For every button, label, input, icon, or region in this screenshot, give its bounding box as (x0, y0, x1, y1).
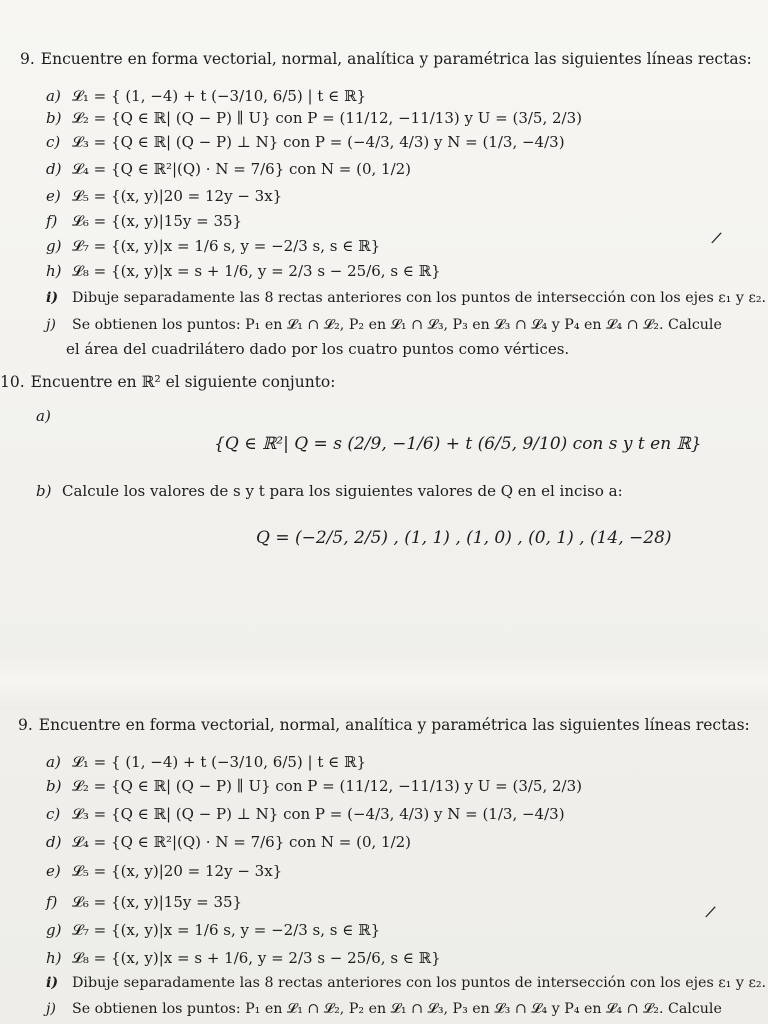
item-label: j) (46, 1001, 56, 1017)
item-text: 𝓛₅ = {(x, y)|20 = 12y − 3x} (72, 187, 283, 205)
item-label: i) (46, 290, 59, 306)
list-item (46, 237, 380, 255)
list-item (46, 833, 411, 851)
item-label: f) (46, 893, 58, 911)
problem-intro: Encuentre en forma vectorial, normal, analítica y paramétrica las siguientes líneas rectas: (38, 716, 750, 734)
item-text: 𝓛₂ = {Q ∈ ℝ| (Q − P) ∥ U} con P = (11/12, −11/13) y U = (3/5, 2/3) (72, 109, 583, 127)
item-text: Calcule los valores de s y t para los siguientes valores de Q en el inciso a: (62, 482, 623, 500)
list-item (46, 289, 766, 307)
list-item (46, 187, 282, 205)
item-label: b) (46, 777, 62, 795)
problem-number: 10. (0, 373, 25, 391)
item-label: a) (36, 407, 51, 425)
item-text: 𝓛₁ = { (1, −4) + t (−3/10, 6/5) | t ∈ ℝ} (72, 753, 367, 771)
problem-9-heading (20, 50, 752, 68)
item-text: 𝓛₄ = {Q ∈ ℝ²|(Q) · N = 7/6} con N = (0, 1/2) (72, 833, 412, 851)
item-label: c) (46, 133, 61, 151)
problem-intro: Encuentre en ℝ² el siguiente conjunto: (30, 373, 336, 391)
item-label: i) (46, 975, 59, 991)
set-definition: {Q ∈ ℝ²| Q = s (2/9, −1/6) + t (6/5, 9/10) con s y t en ℝ} (214, 434, 702, 454)
problem-10-part-a (36, 407, 62, 425)
list-item (46, 109, 582, 127)
item-text: Se obtienen los puntos: P₁ en 𝓛₁ ∩ 𝓛₂, P₂ en 𝓛₁ ∩ 𝓛₃, P₃ en 𝓛₃ ∩ 𝓛₄ y P₄ en 𝓛₄ ∩ 𝓛₂. Calcule (72, 317, 722, 333)
item-text: Dibuje separadamente las 8 rectas anteriores con los puntos de intersección con los ejes ε₁ y ε₂. (72, 290, 767, 306)
item-label: b) (46, 109, 62, 127)
item-label: g) (46, 921, 62, 939)
item-text: 𝓛₁ = { (1, −4) + t (−3/10, 6/5) | t ∈ ℝ} (72, 87, 367, 105)
list-item (46, 316, 722, 334)
item-label: g) (46, 237, 62, 255)
item-text: 𝓛₂ = {Q ∈ ℝ| (Q − P) ∥ U} con P = (11/12, −11/13) y U = (3/5, 2/3) (72, 777, 583, 795)
problem-intro: Encuentre en forma vectorial, normal, analítica y paramétrica las siguientes líneas rectas: (40, 50, 752, 68)
problem-9-heading-repeat (18, 716, 750, 734)
item-label: e) (46, 862, 61, 880)
list-item (46, 893, 242, 911)
item-label: f) (46, 212, 58, 230)
item-label: a) (46, 753, 61, 771)
list-item (46, 862, 282, 880)
list-item (46, 753, 366, 771)
points-list: Q = (−2/5, 2/5) , (1, 1) , (1, 0) , (0, 1) , (14, −28) (256, 528, 672, 548)
list-item (46, 805, 565, 823)
item-text: 𝓛₄ = {Q ∈ ℝ²|(Q) · N = 7/6} con N = (0, 1/2) (72, 160, 412, 178)
item-label: e) (46, 187, 61, 205)
item-label: b) (36, 482, 52, 500)
item-text: 𝓛₇ = {(x, y)|x = 1/6 s, y = −2/3 s, s ∈ ℝ} (72, 921, 381, 939)
problem-number: 9. (18, 716, 33, 734)
item-label: h) (46, 949, 62, 967)
item-text: 𝓛₈ = {(x, y)|x = s + 1/6, y = 2/3 s − 25/6, s ∈ ℝ} (72, 262, 441, 280)
item-text: 𝓛₆ = {(x, y)|15y = 35} (72, 212, 243, 230)
list-item (46, 87, 366, 105)
item-text: 𝓛₈ = {(x, y)|x = s + 1/6, y = 2/3 s − 25/6, s ∈ ℝ} (72, 949, 441, 967)
list-item (46, 212, 242, 230)
list-item (46, 949, 441, 967)
item-label: d) (46, 833, 62, 851)
item-text: 𝓛₃ = {Q ∈ ℝ| (Q − P) ⊥ N} con P = (−4/3, 4/3) y N = (1/3, −4/3) (72, 805, 565, 823)
problem-number: 9. (20, 50, 35, 68)
problem-10-heading (0, 373, 335, 391)
page-break (0, 650, 768, 710)
list-item (46, 1000, 722, 1018)
list-item (46, 160, 411, 178)
item-text: 𝓛₇ = {(x, y)|x = 1/6 s, y = −2/3 s, s ∈ ℝ} (72, 237, 381, 255)
item-text: Dibuje separadamente las 8 rectas anteriores con los puntos de intersección con los ejes ε₁ y ε₂. (72, 975, 767, 991)
list-item (46, 133, 565, 151)
item-label: c) (46, 805, 61, 823)
item-text: 𝓛₆ = {(x, y)|15y = 35} (72, 893, 243, 911)
item-text: 𝓛₃ = {Q ∈ ℝ| (Q − P) ⊥ N} con P = (−4/3, 4/3) y N = (1/3, −4/3) (72, 133, 565, 151)
item-j-continuation: el área del cuadrilátero dado por los cuatro puntos como vértices. (66, 340, 570, 358)
item-text: 𝓛₅ = {(x, y)|20 = 12y − 3x} (72, 862, 283, 880)
item-label: h) (46, 262, 62, 280)
list-item (46, 974, 766, 992)
item-label: a) (46, 87, 61, 105)
list-item (46, 777, 582, 795)
item-text: Se obtienen los puntos: P₁ en 𝓛₁ ∩ 𝓛₂, P₂ en 𝓛₁ ∩ 𝓛₃, P₃ en 𝓛₃ ∩ 𝓛₄ y P₄ en 𝓛₄ ∩ 𝓛₂. Calcule (72, 1001, 722, 1017)
list-item (46, 262, 441, 280)
problem-10-part-b (36, 482, 623, 500)
item-label: j) (46, 317, 56, 333)
pen-mark: / (710, 227, 724, 248)
pen-mark-repeat: / (704, 901, 718, 922)
item-label: d) (46, 160, 62, 178)
list-item (46, 921, 380, 939)
